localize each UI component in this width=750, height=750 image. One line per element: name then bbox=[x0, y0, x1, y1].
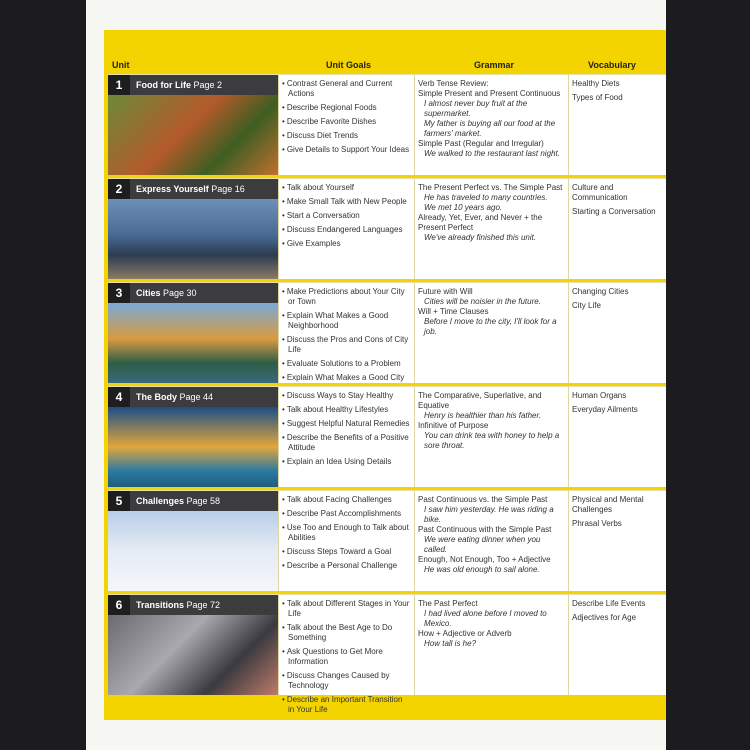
unit-thumbnail bbox=[108, 75, 278, 175]
unit-thumbnail bbox=[108, 595, 278, 695]
unit-page: Page 16 bbox=[211, 184, 245, 194]
unit-page: Page 58 bbox=[186, 496, 221, 506]
grammar-rule: Infinitive of Purpose bbox=[418, 421, 489, 430]
contents-page bbox=[104, 30, 666, 720]
goal-item: • Make Small Talk with New People bbox=[282, 197, 410, 207]
unit-title-bar[interactable] bbox=[108, 283, 278, 303]
grammar-example: He has traveled to many countries. bbox=[424, 193, 548, 202]
unit-goals bbox=[282, 79, 410, 159]
goal-item: • Make Predictions about Your City or Town bbox=[282, 287, 410, 307]
goal-item: • Explain What Makes a Good Neighborhood bbox=[282, 311, 410, 331]
column-divider bbox=[568, 595, 569, 695]
goal-item: • Evaluate Solutions to a Problem bbox=[282, 359, 410, 369]
unit-title bbox=[136, 179, 245, 199]
grammar-rule: Verb Tense Review: bbox=[418, 79, 489, 88]
column-divider bbox=[278, 491, 279, 591]
goal-item: • Give Examples bbox=[282, 239, 410, 249]
unit-title-bar[interactable] bbox=[108, 75, 278, 95]
unit-title-bar[interactable] bbox=[108, 595, 278, 615]
unit-photo bbox=[108, 407, 278, 487]
unit-grammar bbox=[418, 287, 563, 337]
column-divider bbox=[414, 387, 415, 487]
unit-number: 2 bbox=[108, 179, 130, 199]
unit-thumbnail bbox=[108, 491, 278, 591]
grammar-rule: Past Continuous vs. the Simple Past bbox=[418, 495, 548, 504]
column-divider bbox=[414, 75, 415, 175]
column-divider bbox=[278, 75, 279, 175]
unit-vocabulary bbox=[572, 183, 662, 221]
unit-goals bbox=[282, 599, 410, 719]
goal-item: • Start a Conversation bbox=[282, 211, 410, 221]
vocabulary-item: Starting a Conversation bbox=[572, 207, 656, 216]
unit-name: Food for Life bbox=[136, 80, 191, 90]
grammar-rule: Simple Past (Regular and Irregular) bbox=[418, 139, 544, 148]
goal-item: • Talk about Different Stages in Your Life bbox=[282, 599, 410, 619]
column-divider bbox=[568, 75, 569, 175]
unit-number: 5 bbox=[108, 491, 130, 511]
vocabulary-item: Culture and Communication bbox=[572, 183, 628, 202]
unit-goals bbox=[282, 183, 410, 253]
unit-row-5 bbox=[108, 490, 666, 591]
grammar-rule: The Past Perfect bbox=[418, 599, 478, 608]
unit-row-1 bbox=[108, 74, 666, 175]
unit-grammar bbox=[418, 183, 563, 243]
unit-title-bar[interactable] bbox=[108, 387, 278, 407]
unit-title bbox=[136, 491, 220, 511]
unit-name: Challenges bbox=[136, 496, 185, 506]
unit-photo bbox=[108, 615, 278, 695]
vocabulary-item: Changing Cities bbox=[572, 287, 629, 296]
vocabulary-item: City Life bbox=[572, 301, 601, 310]
grammar-example: We were eating dinner when you called. bbox=[424, 535, 541, 554]
column-divider bbox=[414, 491, 415, 591]
vocabulary-item: Adjectives for Age bbox=[572, 613, 637, 622]
grammar-rule: The Present Perfect vs. The Simple Past bbox=[418, 183, 563, 192]
goal-item: • Describe the Benefits of a Positive Attitude bbox=[282, 433, 410, 453]
unit-title bbox=[136, 387, 213, 407]
column-divider bbox=[278, 387, 279, 487]
unit-page: Page 44 bbox=[179, 392, 214, 402]
unit-row-4 bbox=[108, 386, 666, 487]
vocabulary-item: Phrasal Verbs bbox=[572, 519, 622, 528]
goal-item: • Talk about Healthy Lifestyles bbox=[282, 405, 410, 415]
unit-thumbnail bbox=[108, 283, 278, 383]
goal-item: • Discuss Ways to Stay Healthy bbox=[282, 391, 410, 401]
unit-number: 3 bbox=[108, 283, 130, 303]
unit-photo bbox=[108, 95, 278, 175]
unit-title bbox=[136, 283, 197, 303]
column-divider bbox=[568, 491, 569, 591]
grammar-example: You can drink tea with honey to help a sore throat. bbox=[424, 431, 560, 450]
grammar-rule: Enough, Not Enough, Too + Adjective bbox=[418, 555, 551, 564]
goal-item: • Contrast General and Current Actions bbox=[282, 79, 410, 99]
goal-item: • Describe Regional Foods bbox=[282, 103, 410, 113]
grammar-example: Henry is healthier than his father. bbox=[424, 411, 542, 420]
unit-title bbox=[136, 595, 220, 615]
unit-thumbnail bbox=[108, 387, 278, 487]
goal-item: • Describe a Personal Challenge bbox=[282, 561, 410, 571]
grammar-example: Before I move to the city, I'll look for a job. bbox=[424, 317, 557, 336]
grammar-example: How tall is he? bbox=[424, 639, 477, 648]
unit-page: Page 72 bbox=[186, 600, 221, 610]
goal-item: • Describe an Important Transition in Your Life bbox=[282, 695, 410, 715]
goal-item: • Discuss Changes Caused by Technology bbox=[282, 671, 410, 691]
vocabulary-item: Types of Food bbox=[572, 93, 623, 102]
unit-number: 6 bbox=[108, 595, 130, 615]
grammar-example: My father is buying all our food at the farmers' market. bbox=[424, 119, 556, 138]
unit-thumbnail bbox=[108, 179, 278, 279]
column-divider bbox=[278, 283, 279, 383]
goal-item: • Discuss Endangered Languages bbox=[282, 225, 410, 235]
unit-vocabulary bbox=[572, 79, 662, 107]
unit-vocabulary bbox=[572, 495, 662, 533]
grammar-example: We met 10 years ago. bbox=[424, 203, 503, 212]
unit-goals bbox=[282, 391, 410, 471]
unit-goals bbox=[282, 495, 410, 575]
unit-title bbox=[136, 75, 222, 95]
grammar-example: He was old enough to sail alone. bbox=[424, 565, 540, 574]
goal-item: • Explain an Idea Using Details bbox=[282, 457, 410, 467]
unit-grammar bbox=[418, 495, 563, 575]
table-header bbox=[104, 56, 666, 76]
goal-item: • Discuss Steps Toward a Goal bbox=[282, 547, 410, 557]
column-divider bbox=[414, 179, 415, 279]
goal-item: • Describe Past Accomplishments bbox=[282, 509, 410, 519]
grammar-example: We've already finished this unit. bbox=[424, 233, 537, 242]
column-divider bbox=[568, 387, 569, 487]
goal-item: • Discuss the Pros and Cons of City Life bbox=[282, 335, 410, 355]
unit-name: Cities bbox=[136, 288, 161, 298]
unit-vocabulary bbox=[572, 599, 662, 627]
column-divider bbox=[278, 595, 279, 695]
header-vocabulary: Vocabulary bbox=[588, 60, 636, 70]
goal-item: • Describe Favorite Dishes bbox=[282, 117, 410, 127]
grammar-rule: The Comparative, Superlative, and Equative bbox=[418, 391, 542, 410]
unit-photo bbox=[108, 511, 278, 591]
unit-number: 4 bbox=[108, 387, 130, 407]
unit-vocabulary bbox=[572, 287, 662, 315]
goal-item: • Talk about Yourself bbox=[282, 183, 410, 193]
unit-row-6 bbox=[108, 594, 666, 714]
grammar-rule: Will + Time Clauses bbox=[418, 307, 489, 316]
unit-vocabulary bbox=[572, 391, 662, 419]
goal-item: • Discuss Diet Trends bbox=[282, 131, 410, 141]
column-divider bbox=[414, 595, 415, 695]
column-divider bbox=[568, 179, 569, 279]
goal-item: • Talk about the Best Age to Do Something bbox=[282, 623, 410, 643]
unit-number: 1 bbox=[108, 75, 130, 95]
goal-item: • Ask Questions to Get More Information bbox=[282, 647, 410, 667]
unit-name: The Body bbox=[136, 392, 178, 402]
vocabulary-item: Describe Life Events bbox=[572, 599, 646, 608]
unit-photo bbox=[108, 303, 278, 383]
grammar-rule: Already, Yet, Ever, and Never + the Present Perfect bbox=[418, 213, 543, 232]
column-divider bbox=[414, 283, 415, 383]
grammar-example: I had lived alone before I moved to Mexico. bbox=[424, 609, 547, 628]
goal-item: • Use Too and Enough to Talk about Abilities bbox=[282, 523, 410, 543]
unit-page: Page 2 bbox=[193, 80, 223, 90]
column-divider bbox=[568, 283, 569, 383]
vocabulary-item: Physical and Mental Challenges bbox=[572, 495, 644, 514]
header-unit: Unit bbox=[112, 60, 130, 70]
unit-name: Transitions bbox=[136, 600, 185, 610]
unit-goals bbox=[282, 287, 410, 387]
unit-title-bar[interactable] bbox=[108, 491, 278, 511]
unit-grammar bbox=[418, 79, 563, 159]
unit-grammar bbox=[418, 599, 563, 649]
vocabulary-item: Everyday Ailments bbox=[572, 405, 638, 414]
grammar-rule: Past Continuous with the Simple Past bbox=[418, 525, 552, 534]
grammar-rule: How + Adjective or Adverb bbox=[418, 629, 512, 638]
header-goals: Unit Goals bbox=[326, 60, 372, 70]
goal-item: • Suggest Helpful Natural Remedies bbox=[282, 419, 410, 429]
grammar-example: I almost never buy fruit at the supermarket. bbox=[424, 99, 528, 118]
grammar-rule: Simple Present and Present Continuous bbox=[418, 89, 561, 98]
goal-item: • Talk about Facing Challenges bbox=[282, 495, 410, 505]
unit-photo bbox=[108, 199, 278, 279]
header-grammar: Grammar bbox=[474, 60, 515, 70]
vocabulary-item: Human Organs bbox=[572, 391, 627, 400]
unit-title-bar[interactable] bbox=[108, 179, 278, 199]
goal-item: • Give Details to Support Your Ideas bbox=[282, 145, 410, 155]
unit-row-3 bbox=[108, 282, 666, 383]
grammar-example: We walked to the restaurant last night. bbox=[424, 149, 560, 158]
vocabulary-item: Healthy Diets bbox=[572, 79, 620, 88]
grammar-example: Cities will be noisier in the future. bbox=[424, 297, 541, 306]
unit-row-2 bbox=[108, 178, 666, 279]
unit-name: Express Yourself bbox=[136, 184, 209, 194]
goal-item: • Explain What Makes a Good City bbox=[282, 373, 410, 383]
unit-page: Page 30 bbox=[163, 288, 197, 298]
grammar-example: I saw him yesterday. He was riding a bike. bbox=[424, 505, 554, 524]
unit-grammar bbox=[418, 391, 563, 451]
column-divider bbox=[278, 179, 279, 279]
grammar-rule: Future with Will bbox=[418, 287, 473, 296]
